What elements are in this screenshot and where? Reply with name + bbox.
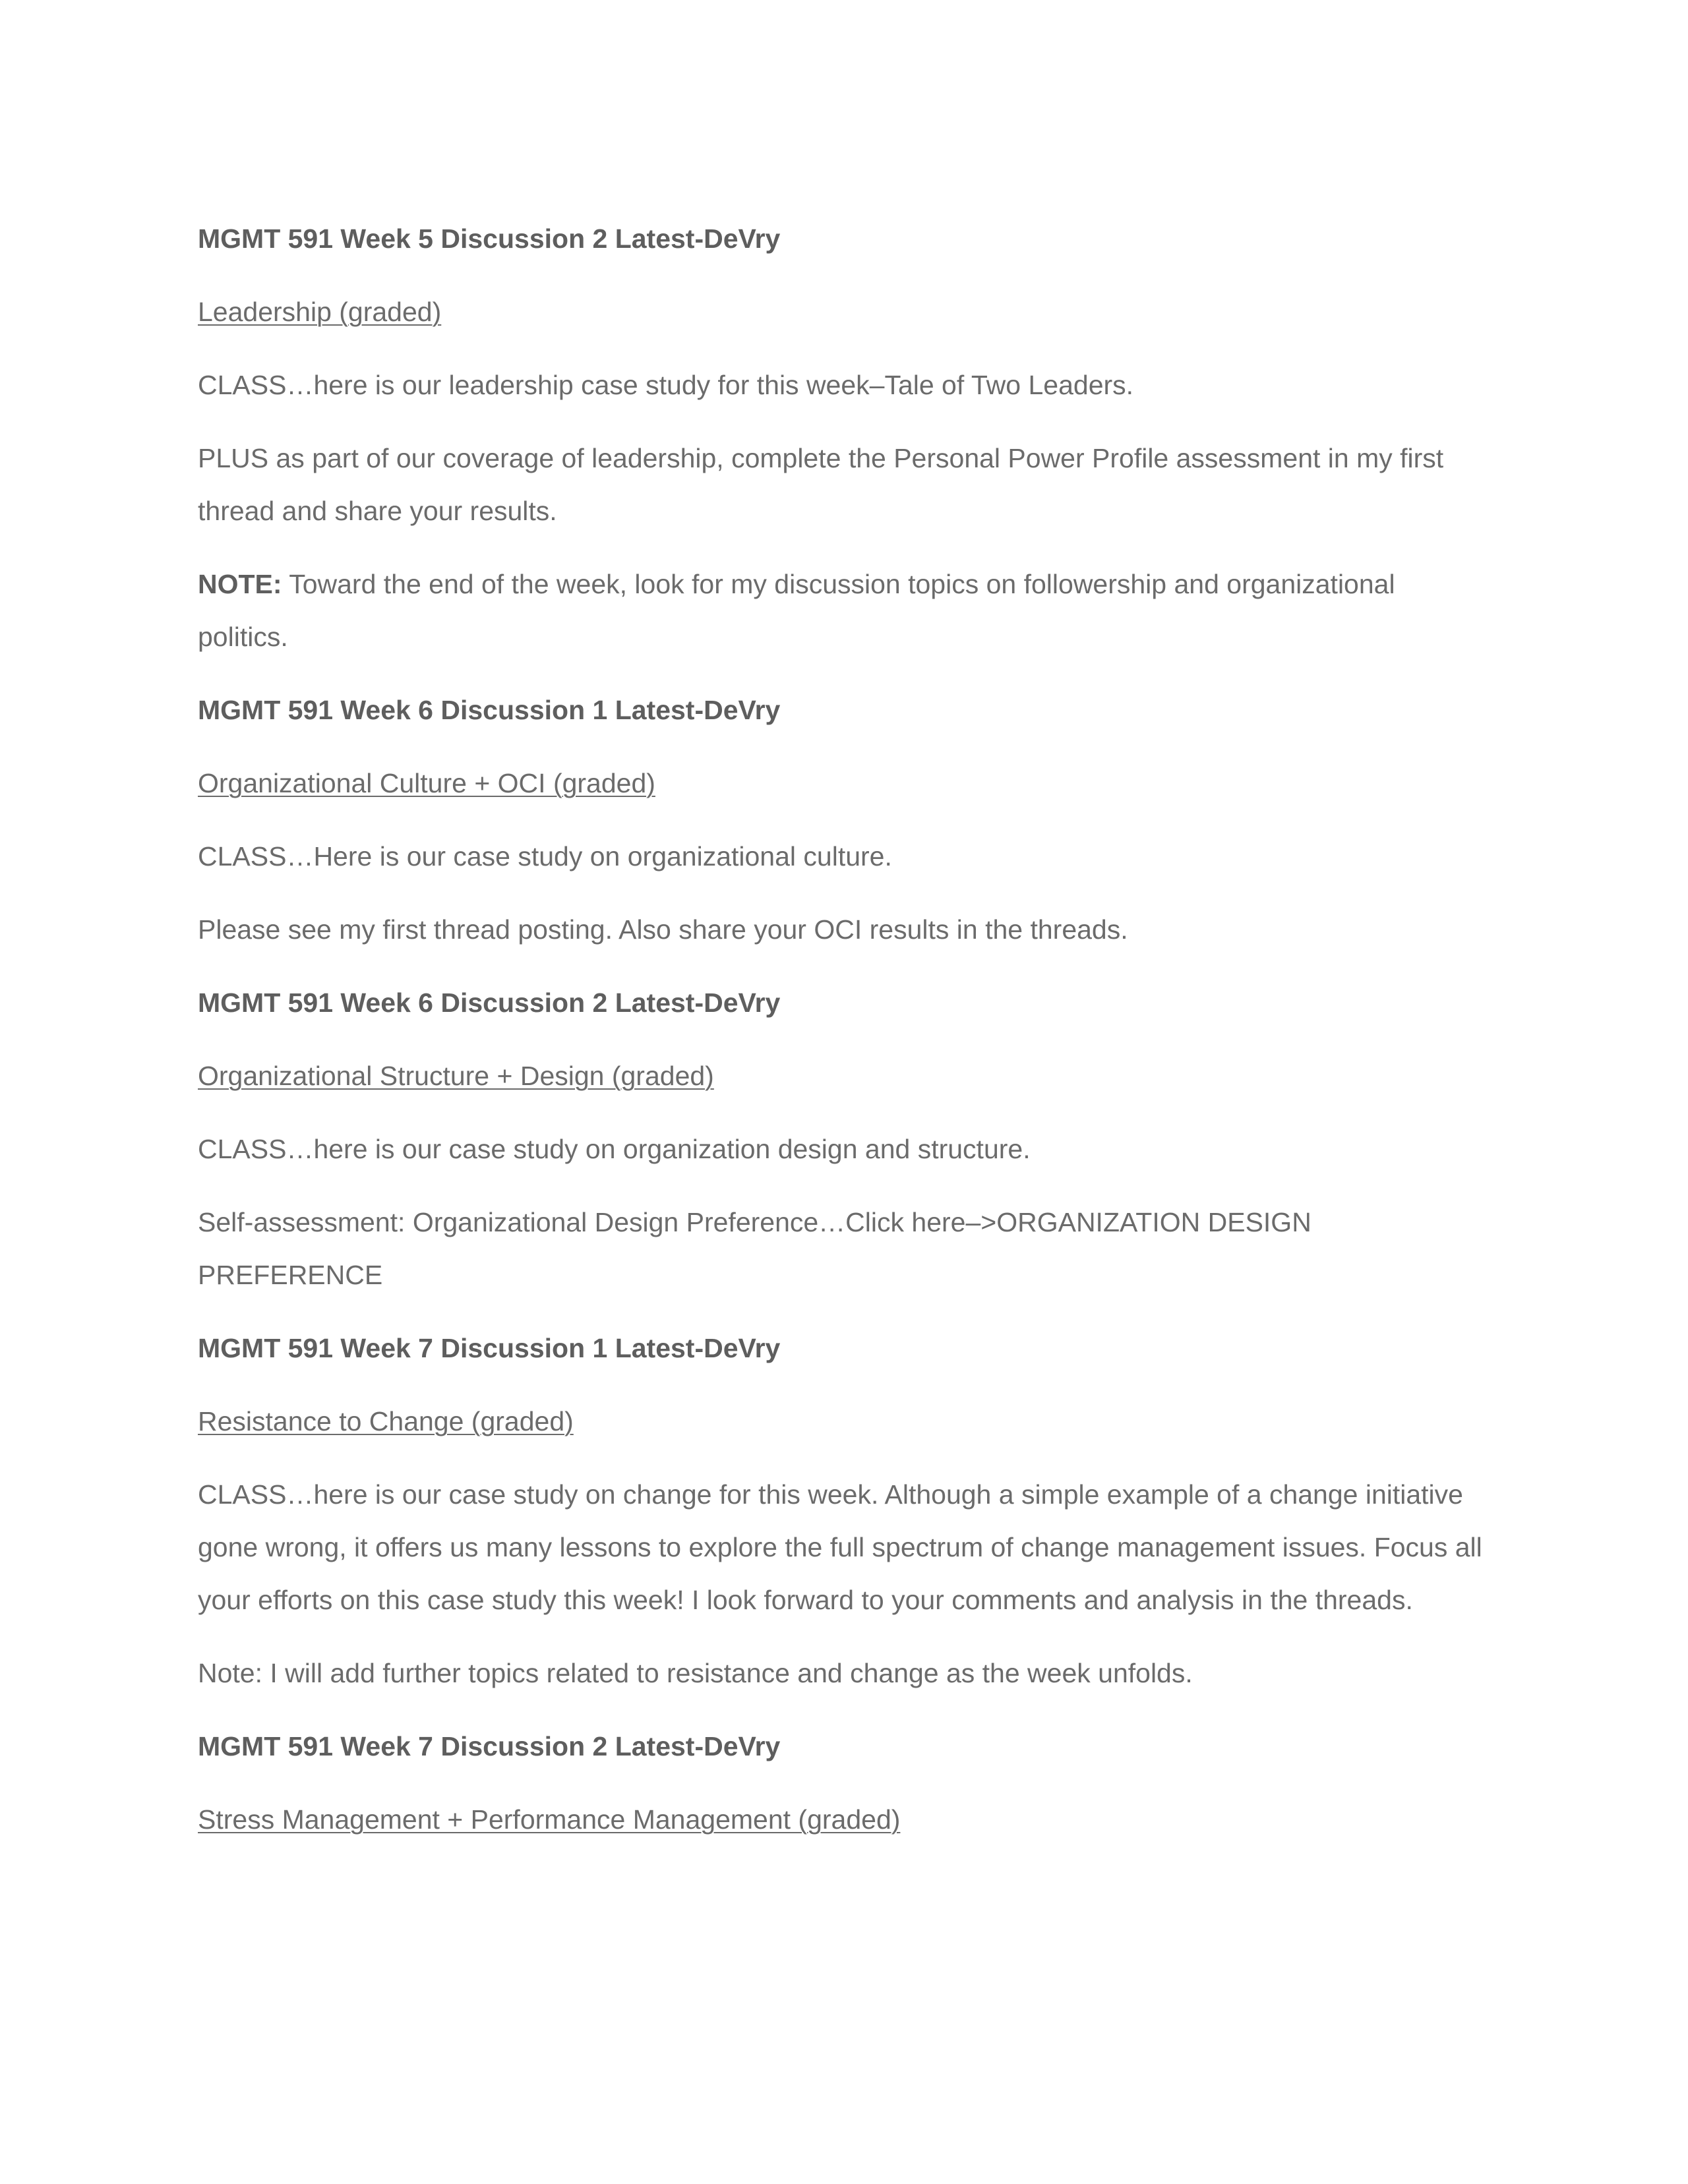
discussion-link[interactable]: Organizational Culture + OCI (graded)	[198, 768, 655, 798]
section-heading: MGMT 591 Week 7 Discussion 2 Latest-DeVry	[198, 1731, 781, 1761]
discussion-link-wrapper	[198, 1793, 1490, 1846]
discussion-link[interactable]: Leadership (graded)	[198, 297, 442, 327]
discussion-link[interactable]: Organizational Structure + Design (graded)	[198, 1061, 714, 1091]
body-paragraph: CLASS…here is our leadership case study for this week–Tale of Two Leaders.	[198, 370, 1134, 400]
section-heading: MGMT 591 Week 5 Discussion 2 Latest-DeVry	[198, 223, 781, 254]
body-paragraph: CLASS…Here is our case study on organizational culture.	[198, 841, 892, 871]
note-paragraph	[198, 558, 1490, 663]
section-heading: MGMT 591 Week 7 Discussion 1 Latest-DeVry	[198, 1333, 781, 1363]
discussion-link-wrapper	[198, 285, 1490, 338]
section-heading: MGMT 591 Week 6 Discussion 2 Latest-DeVry	[198, 988, 781, 1018]
discussion-link-wrapper	[198, 1395, 1490, 1448]
body-paragraph: Please see my first thread posting. Also share your OCI results in the threads.	[198, 914, 1128, 945]
discussion-link[interactable]: Resistance to Change (graded)	[198, 1406, 574, 1436]
body-paragraph: Note: I will add further topics related to resistance and change as the week unfolds.	[198, 1658, 1193, 1688]
discussion-link-wrapper	[198, 1049, 1490, 1102]
body-paragraph: CLASS…here is our case study on organization design and structure.	[198, 1134, 1031, 1164]
section-heading: MGMT 591 Week 6 Discussion 1 Latest-DeVry	[198, 695, 781, 725]
note-text: Toward the end of the week, look for my discussion topics on followership and organizational politics.	[198, 569, 1395, 652]
discussion-link-wrapper	[198, 757, 1490, 810]
discussion-link[interactable]: Stress Management + Performance Management (graded)	[198, 1804, 901, 1835]
note-label: NOTE:	[198, 569, 282, 599]
body-paragraph: PLUS as part of our coverage of leadership, complete the Personal Power Profile assessment in my first thread and share your results.	[198, 443, 1444, 526]
body-paragraph: Self-assessment: Organizational Design Preference…Click here–>ORGANIZATION DESIGN PREFERENCE	[198, 1207, 1311, 1290]
body-paragraph: CLASS…here is our case study on change for this week. Although a simple example of a change initiative gone wrong, it offers us many lessons to explore the full spectrum of change management issues. Focus all your efforts on this case study this week! I look forward to your comments and analysis in the threads.	[198, 1479, 1482, 1615]
document-page	[198, 212, 1490, 1866]
